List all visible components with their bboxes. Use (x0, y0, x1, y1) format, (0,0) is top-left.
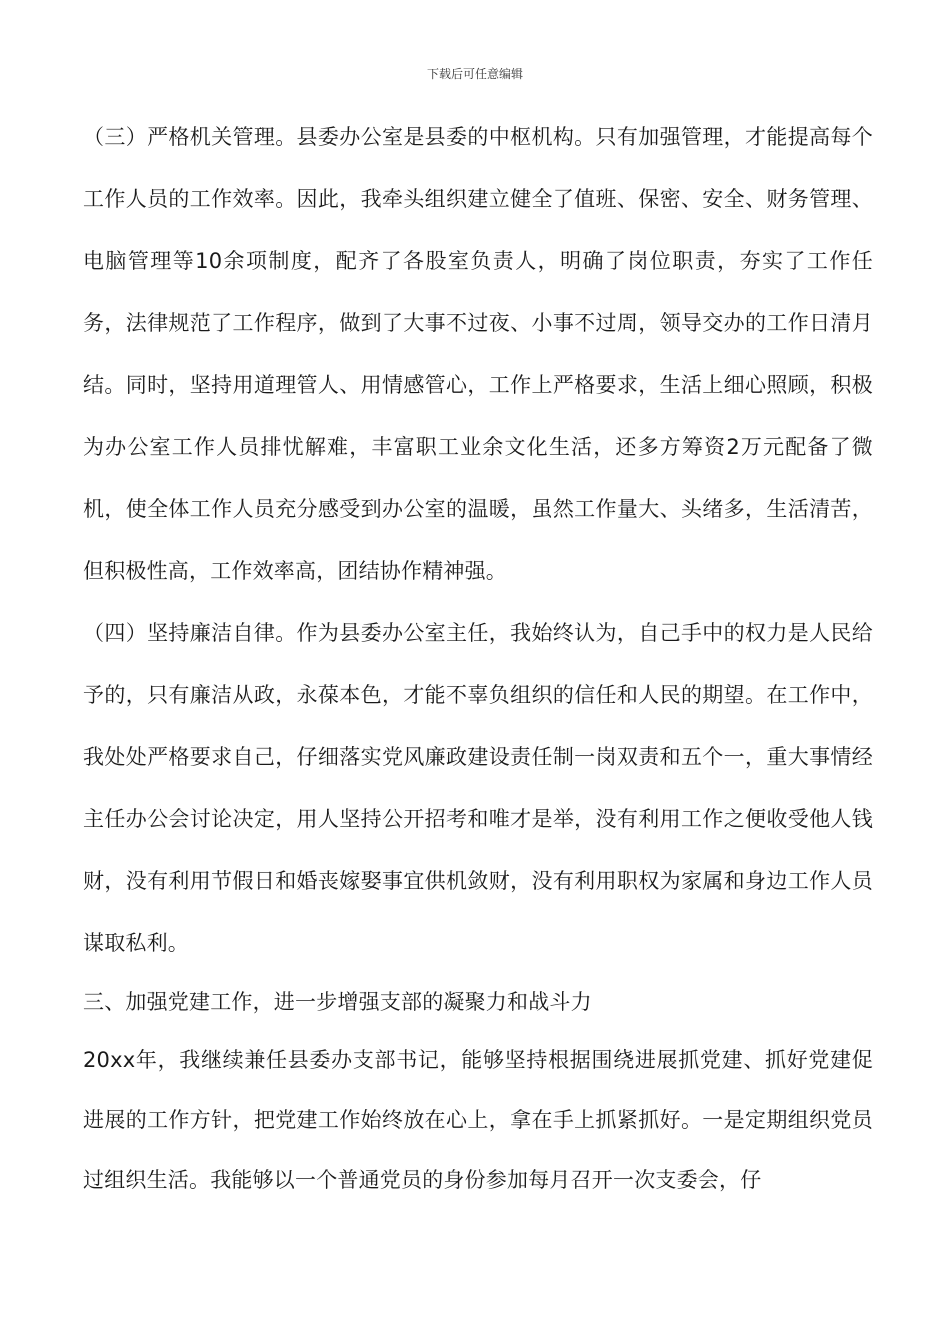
paragraph-integrity: （四）坚持廉洁自律。作为县委办公室主任，我始终认为，自己手中的权力是人民给予的，只有廉洁从政，永葆本色，才能不辜负组织的信任和人民的期望。在工作中，我处处严格要求自己，仔细落实党风廉政建设责任制一岗双责和五个一，重大事情经主任办公会讨论决定，用人坚持公开招考和唯才是举，没有利用工作之便收受他人钱财，没有利用节假日和婚丧嫁娶事宜供机敛财，没有利用职权为家属和身边工作人员谋取私利。 (83, 621, 873, 955)
paragraph-party-branch: 20xx年，我继续兼任县委办支部书记，能够坚持根据围绕进展抓党建、抓好党建促进展的工作方针，把党建工作始终放在心上，拿在手上抓紧抓好。一是定期组织党员过组织生活。我能够以一个普通党员的身份参加每月召开一次支委会，仔 (83, 1048, 873, 1192)
document-body (83, 106, 873, 1210)
paragraph-strict-management: （三）严格机关管理。县委办公室是县委的中枢机构。只有加强管理，才能提高每个工作人员的工作效率。因此，我牵头组织建立健全了值班、保密、安全、财务管理、电脑管理等10余项制度，配齐了各股室负责人，明确了岗位职责，夯实了工作任务，法律规范了工作程序，做到了大事不过夜、小事不过周，领导交办的工作日清月结。同时，坚持用道理管人、用情感管心，工作上严格要求，生活上细心照顾，积极为办公室工作人员排忧解难，丰富职工业余文化生活，还多方筹资2万元配备了微机，使全体工作人员充分感受到办公室的温暖，虽然工作量大、头绪多，生活清苦，但积极性高，工作效率高，团结协作精神强。 (83, 125, 873, 583)
page-header-note: 下载后可任意编辑 (426, 67, 523, 81)
section-heading-party-building: 三、加强党建工作，进一步增强支部的凝聚力和战斗力 (83, 990, 592, 1014)
